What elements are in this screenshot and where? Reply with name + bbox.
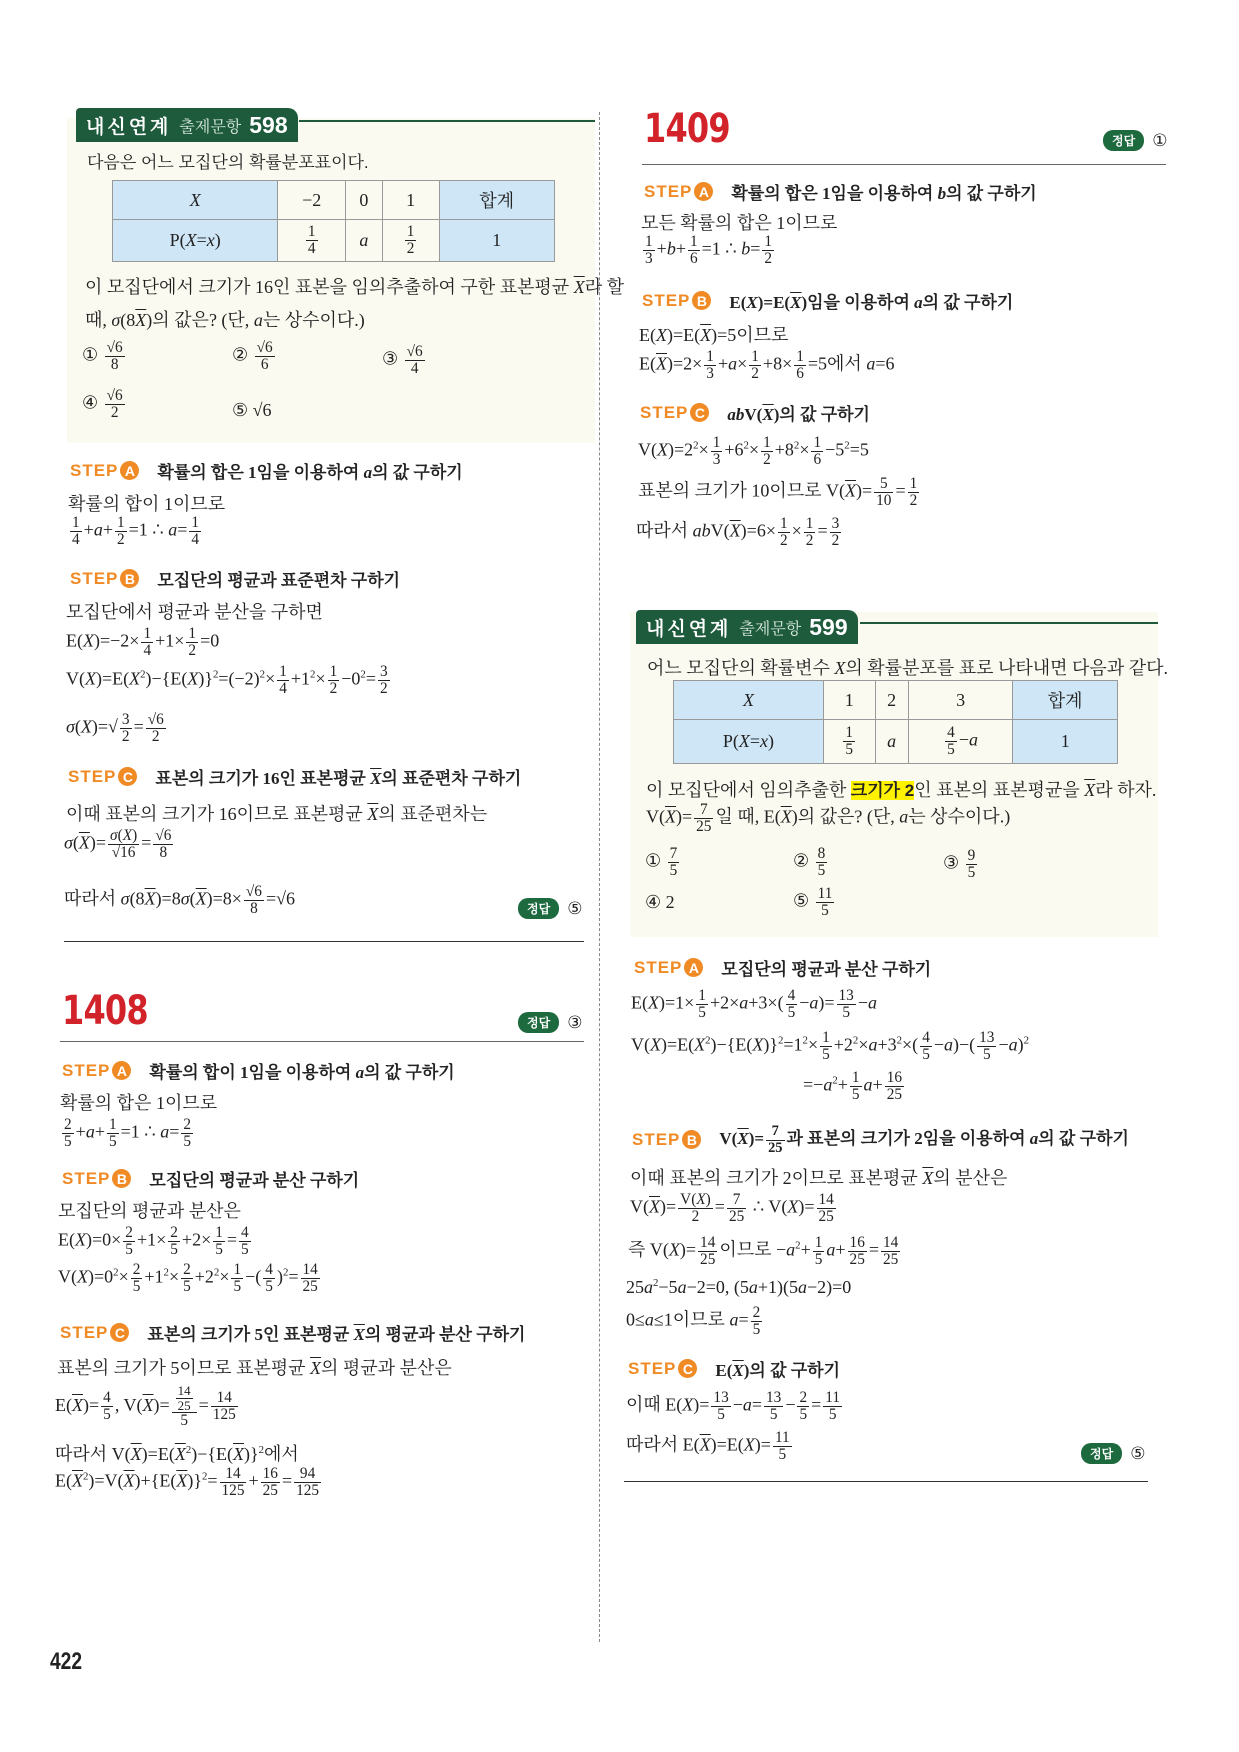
fraction: $\frac{11}{5}$ <box>817 885 833 920</box>
step-label: STEP <box>642 290 691 310</box>
choice-1[interactable]: ① $\frac{7}{5}$ <box>645 845 678 880</box>
step-letter-badge: B <box>112 1169 131 1188</box>
step-a-heading <box>634 955 931 980</box>
table-cell <box>823 720 875 764</box>
fraction: $\frac{4}{5}$ <box>787 987 796 1022</box>
fraction: $\frac{4}{5}$ <box>265 1261 273 1296</box>
solution-line: $\frac{1}{3}$ +b+ $\frac{1}{6}$ =1 ∴ b= $\frac{1}{2}$ <box>645 233 773 268</box>
solution-line: 표본의 크기가 5이므로 표본평균 $\overline{X}$의 평균과 분산은 <box>57 1358 452 1378</box>
solution-line: $25a^2-5a-2=0$, (5a+1)(5a−2)=0 <box>626 1277 852 1297</box>
step-label: STEP <box>68 766 117 786</box>
solution-line: $E(X)=E(\overline{X})=5$이므로 <box>639 325 789 345</box>
solution-line: E(X)=1× $\frac{1}{5}$ +2×a+3×( $\frac{4}{5}$ −a)= $\frac{13}{5}$ −a <box>631 987 877 1022</box>
fraction: $\frac{1}{5}$ <box>822 1029 830 1064</box>
choice-5[interactable]: ⑤ $\frac{11}{5}$ <box>793 885 833 920</box>
solution-line: $V(X)=2^2\times$ $\frac{1}{3}$ $+6^2\times$ $\frac{1}{2}$ $+8^2\times$ $\frac{1}{6}$ $-5^2=5$ <box>638 434 869 469</box>
fraction: $\frac{1}{5}$ <box>851 1069 860 1104</box>
solution-line: 따라서 $\sigma(8\overline{X})=8\sigma(\overline{X})=8\times$ $\frac{√6}{8}$ =√6 <box>64 883 295 918</box>
step-letter-badge: C <box>110 1323 129 1342</box>
fraction: $\frac{4}{5}$ <box>922 1029 930 1064</box>
step-letter-badge: A <box>684 958 703 977</box>
fraction: $\frac{7}{5}$ <box>669 845 678 880</box>
question-text: 이 모집단에서 임의추출한 <box>646 780 851 800</box>
fraction: $\frac{1}{3}$ <box>712 434 721 469</box>
solution-line: $\sigma(\overline{X})=$ $\frac{\sigma(X)}{√16}$ = $\frac{√6}{8}$ <box>64 827 172 862</box>
fraction: $\frac{V(X)}{2}$ <box>680 1191 711 1226</box>
fraction: $\frac{11}{5}$ <box>774 1429 790 1464</box>
answer-badge: 정답 <box>1103 130 1144 151</box>
step-title: 확률의 합이 1임을 이용하여 a의 값 구하기 <box>149 1063 455 1082</box>
fraction: $\frac{1}{3}$ <box>645 233 653 268</box>
fraction: $\frac{1}{4}$ <box>279 663 287 698</box>
problem-number: 599 <box>809 613 848 640</box>
table-cell: a <box>346 220 383 262</box>
step-title: 확률의 합은 1임을 이용하여 b의 값 구하기 <box>731 184 1037 203</box>
fraction: $\frac{√6}{8}$ <box>245 883 262 918</box>
fraction: $\frac{1}{5}$ <box>698 987 706 1022</box>
fraction: $\frac{1}{4}$ <box>143 625 152 660</box>
fraction: $\frac{1}{2}$ <box>188 625 197 660</box>
fraction: $\frac{1}{6}$ <box>813 434 822 469</box>
step-c-heading <box>628 1356 840 1381</box>
solution-line: 따라서 $E(\overline{X})=E(X)=$ $\frac{11}{5}$ <box>626 1429 790 1464</box>
table-cell: 1 <box>382 181 439 220</box>
table-header-row <box>674 681 1118 720</box>
problem-intro: 다음은 어느 모집단의 확률분포표이다. <box>87 153 369 172</box>
fraction: $\frac{3}{2}$ <box>121 711 130 746</box>
solution-line: $E(\overline{X})=2\times$ $\frac{1}{3}$ +a× $\frac{1}{2}$ +8× $\frac{1}{6}$ =5에서 a=6 <box>639 348 895 383</box>
fraction: $\frac{13}{5}$ <box>838 987 854 1022</box>
step-letter-badge: A <box>120 461 139 480</box>
fraction: $\frac{7}{25}$ <box>728 1191 745 1226</box>
fraction: $\frac{1}{2}$ <box>751 348 759 383</box>
fraction: $\frac{1}{2}$ <box>406 222 415 257</box>
solution-line: 이때 표본의 크기가 2이므로 표본평균 $\overline{X}$의 분산은 <box>630 1168 1008 1188</box>
fraction: $\frac{1}{2}$ <box>909 475 918 510</box>
choice-3[interactable]: ③ $\frac{√6}{4}$ <box>382 343 423 378</box>
fraction: $\frac{1}{6}$ <box>689 233 698 268</box>
solution-line: $\frac{1}{4}$ +a+ $\frac{1}{2}$ =1 ∴ a= $\frac{1}{4}$ <box>72 514 200 549</box>
answer-1408 <box>518 1012 582 1033</box>
fraction: $\frac{√6}{2}$ <box>106 387 123 422</box>
table-cell: 합계 <box>1013 681 1118 720</box>
fraction: $\frac{3}{2}$ <box>379 663 388 698</box>
section-rule <box>64 941 584 942</box>
fraction: $\frac{1}{5}$ <box>108 1116 117 1151</box>
fraction: $\frac{16}{25}$ <box>849 1234 865 1269</box>
solution-line: $V(X)=E(X^2)-\{E(X)\}^2=1^2\times$ $\frac{1}{5}$ $+2^2\times a+3^2\times$( $\frac{4}{5}$ −a)−( $\frac{13}{5}$ −a)$^2$ <box>631 1029 1029 1064</box>
probability-table <box>673 680 1118 764</box>
page-number: 422 <box>50 1648 83 1675</box>
solution-line: E(X)=−2× $\frac{1}{4}$ +1× $\frac{1}{2}$ =0 <box>66 625 220 660</box>
fraction: $\frac{14}{25}$ <box>302 1261 318 1296</box>
solution-line: $V(X)=0^2\times$ $\frac{2}{5}$ $+1^2\times$ $\frac{2}{5}$ $+2^2\times$ $\frac{1}{5}$ −( $\frac{4}{5}$ )$^2$= $\frac{14}{25}$ <box>58 1261 318 1296</box>
highlighted-text: 크기가 2 <box>850 781 915 800</box>
fraction: $\frac{2}{5}$ <box>170 1224 178 1259</box>
fraction: $\frac{1}{3}$ <box>706 348 714 383</box>
step-c-heading <box>60 1320 525 1345</box>
choice-2[interactable]: ② $\frac{√6}{6}$ <box>232 339 273 374</box>
answer-badge: 정답 <box>518 898 559 919</box>
fraction: $\frac{7}{25}$ <box>696 801 712 836</box>
fraction: $\frac{1}{2}$ <box>805 515 814 550</box>
solution-line: $E(\overline{X}^2)=V(\overline{X})+\{E(\overline{X})\}^2=$ $\frac{14}{125}$ + $\frac{16}{25}$ = $\frac{94}{125}$ <box>55 1465 320 1500</box>
fraction: $\frac{3}{2}$ <box>831 515 840 550</box>
table-cell: 2 <box>875 681 908 720</box>
problem-intro: 어느 모집단의 확률변수 X의 확률분포를 표로 나타내면 다음과 같다. <box>647 658 1168 678</box>
fraction: $\frac{14}{25}$ <box>700 1234 716 1269</box>
fraction: $\frac{16}{25}$ <box>886 1069 902 1104</box>
fraction: $\frac{1}{4}$ <box>72 514 80 549</box>
solution-line: 이때 E(X)= $\frac{13}{5}$ −a= $\frac{13}{5}$ − $\frac{2}{5}$ = $\frac{11}{5}$ <box>626 1389 841 1424</box>
choice-1[interactable]: ① $\frac{√6}{8}$ <box>82 339 123 374</box>
step-b-heading <box>70 566 400 591</box>
fraction: $\frac{1}{6}$ <box>796 348 804 383</box>
fraction: $\frac{14}{125}$ <box>212 1389 236 1424</box>
step-title: $abV(\overline{X})$의 값 구하기 <box>727 405 870 424</box>
fraction: $\frac{√6}{8}$ <box>155 827 172 862</box>
step-a-heading <box>70 458 463 483</box>
solution-line: $E(\overline{X})=$ $\frac{4}{5}$ , $V(\overline{X})=$ $\frac{\frac{14}{25}}{5}$ = $\frac{14}{125}$ <box>55 1383 236 1430</box>
step-letter-badge: C <box>678 1359 697 1378</box>
step-b-heading <box>632 1124 1129 1156</box>
solution-line: 표본의 크기가 10이므로 $V(\overline{X})=$ $\frac{5}{10}$ = $\frac{1}{2}$ <box>638 475 918 510</box>
solution-line: 0≤a≤1이므로 a= $\frac{2}{5}$ <box>626 1304 761 1339</box>
step-b-heading <box>62 1166 359 1191</box>
problem-598-header <box>76 108 298 142</box>
problem-number-1408: 1408 <box>62 988 148 1034</box>
table-row <box>674 720 1118 764</box>
table-header-row <box>113 181 555 220</box>
table-cell: 1 <box>439 220 554 262</box>
question-line: $V(\overline{X})=$ $\frac{7}{25}$ 일 때, $E(\overline{X})$의 값은? (단, a는 상수이다.) <box>646 801 1011 836</box>
step-label: STEP <box>70 568 119 588</box>
tag-label: 내신연계 <box>646 618 732 640</box>
step-label: STEP <box>640 402 689 422</box>
fraction: $\frac{4}{5}$ <box>241 1224 249 1259</box>
fraction: $\frac{2}{5}$ <box>183 1116 192 1151</box>
column-divider <box>599 112 600 1642</box>
fraction: $\frac{2}{5}$ <box>752 1304 761 1339</box>
solution-line: σ(X)=√ $\frac{3}{2}$ = $\frac{√6}{2}$ <box>66 711 164 746</box>
step-a-heading <box>644 179 1037 204</box>
fraction: $\frac{14}{125}$ <box>221 1465 245 1500</box>
step-title: $E(X)=E(\overline{X})$임을 이용하여 a의 값 구하기 <box>729 293 1014 312</box>
section-rule <box>624 1481 1148 1482</box>
step-label: STEP <box>632 1129 681 1149</box>
answer-badge: 정답 <box>1081 1443 1122 1464</box>
fraction: $\frac{14}{25}$ <box>177 1383 191 1413</box>
tag-sub-label: 출제문항 <box>179 118 242 136</box>
step-label: STEP <box>628 1358 677 1378</box>
fraction: $\frac{√6}{8}$ <box>106 339 123 374</box>
fraction: $\frac{1}{2}$ <box>116 514 125 549</box>
problem-599-header <box>636 610 858 644</box>
table-cell: $\frac{4}{5}$ −a <box>908 720 1013 764</box>
choice-5[interactable]: ⑤ √6 <box>232 400 272 420</box>
step-label: STEP <box>634 957 683 977</box>
table-cell: −2 <box>278 181 346 220</box>
fraction: $\frac{94}{125}$ <box>296 1465 320 1500</box>
solution-line: 확률의 합이 1이므로 <box>68 494 226 514</box>
choice-3[interactable]: ③ $\frac{9}{5}$ <box>943 847 976 882</box>
step-title: 확률의 합은 1임을 이용하여 a의 값 구하기 <box>157 463 463 482</box>
fraction: $\frac{2}{5}$ <box>125 1224 133 1259</box>
fraction: $\frac{14}{25}$ <box>818 1191 834 1226</box>
step-title: 표본의 크기가 5인 표본평균 $\overline{X}$의 평균과 분산 구하기 <box>147 1325 526 1344</box>
step-c-heading <box>640 400 870 425</box>
answer-value: ① <box>1152 130 1168 150</box>
fraction: $\frac{√6}{4}$ <box>406 343 423 378</box>
section-rule <box>642 164 1166 165</box>
table-cell: 3 <box>908 681 1013 720</box>
fraction: $\frac{11}{5}$ <box>825 1389 841 1424</box>
fraction: $\frac{13}{5}$ <box>713 1389 729 1424</box>
solution-line: $=-a^2+$ $\frac{1}{5}$ a+ $\frac{16}{25}$ <box>803 1069 902 1104</box>
solution-line: 이때 표본의 크기가 16이므로 표본평균 $\overline{X}$의 표준편차는 <box>66 804 488 824</box>
table-cell: 0 <box>346 181 383 220</box>
step-title: $V(\overline{X})=$ $\frac{7}{25}$ 과 표본의 크기가 2임을 이용하여 a의 값 구하기 <box>719 1123 1129 1156</box>
fraction: $\frac{√6}{2}$ <box>147 711 164 746</box>
step-b-heading <box>642 288 1013 313</box>
fraction: $\frac{1}{2}$ <box>329 663 338 698</box>
question-line <box>646 776 1156 802</box>
answer-value: ③ <box>567 1012 583 1032</box>
table-cell <box>382 220 439 262</box>
step-label: STEP <box>62 1168 111 1188</box>
fraction: $\frac{5}{10}$ <box>876 475 892 510</box>
header-rule <box>860 622 1158 624</box>
fraction: $\frac{8}{5}$ <box>817 845 826 880</box>
question-line: 때, $\sigma(8\overline{X})$의 값은? (단, a는 상수이다.) <box>85 310 365 330</box>
fraction: $\frac{1}{5}$ <box>215 1224 223 1259</box>
choice-4[interactable]: ④ $\frac{√6}{2}$ <box>82 387 123 422</box>
solution-line: 따라서 $V(\overline{X})=E(\overline{X}^2)-\{E(\overline{X})\}^2$에서 <box>55 1444 299 1464</box>
solution-line: 따라서 $abV(\overline{X})=6\times$ $\frac{1}{2}$ × $\frac{1}{2}$ = $\frac{3}{2}$ <box>636 515 840 550</box>
table-cell: 합계 <box>439 181 554 220</box>
solution-line: $V(X)=E(X^2)-\{E(X)\}^2=(-2)^2\times$ $\frac{1}{4}$ $+1^2\times$ $\frac{1}{2}$ $-0^2=$ $\frac{3}{2}$ <box>66 663 388 698</box>
step-label: STEP <box>70 460 119 480</box>
step-label: STEP <box>60 1322 109 1342</box>
step-letter-badge: B <box>682 1130 701 1149</box>
fraction: $\frac{7}{25}$ <box>768 1123 783 1156</box>
question-line: 이 모집단에서 크기가 16인 표본을 임의추출하여 구한 표본평균 $\overline{X}$라 할 <box>85 277 624 297</box>
choice-2[interactable]: ② $\frac{8}{5}$ <box>793 845 826 880</box>
answer-value: ⑤ <box>1130 1443 1146 1463</box>
step-label: STEP <box>644 181 693 201</box>
fraction: $\frac{2}{5}$ <box>799 1389 808 1424</box>
fraction: $\frac{13}{5}$ <box>979 1029 995 1064</box>
section-rule <box>60 1041 584 1042</box>
fraction: $\frac{4}{5}$ <box>103 1389 111 1424</box>
answer-value: ⑤ <box>567 898 583 918</box>
answer-598 <box>518 898 582 919</box>
table-row <box>113 220 555 262</box>
step-title: 모집단의 평균과 분산 구하기 <box>149 1171 360 1190</box>
step-c-heading <box>68 764 521 789</box>
step-title: $E(\overline{X})$의 값 구하기 <box>715 1361 841 1380</box>
problem-number-1409: 1409 <box>644 106 730 152</box>
step-a-heading <box>62 1058 455 1083</box>
answer-badge: 정답 <box>518 1012 559 1033</box>
question-text: 인 표본의 표본평균을 $\overline{X}$라 하자. <box>914 780 1157 800</box>
fraction: $\frac{9}{5}$ <box>967 847 976 882</box>
fraction: $\frac{14}{25}$ <box>883 1234 899 1269</box>
fraction: $\frac{√6}{6}$ <box>256 339 273 374</box>
step-label: STEP <box>62 1060 111 1080</box>
answer-599 <box>1081 1443 1145 1464</box>
fraction: $\frac{\frac{14}{25}}{5}$ <box>172 1384 197 1429</box>
table-cell: a <box>875 720 908 764</box>
fraction: $\frac{13}{5}$ <box>766 1389 782 1424</box>
table-cell: 1 <box>1013 720 1118 764</box>
header-rule <box>299 120 595 122</box>
fraction: $\frac{2}{5}$ <box>64 1116 72 1151</box>
table-cell: X <box>113 181 278 220</box>
solution-line: 모든 확률의 합은 1이므로 <box>641 213 838 233</box>
tag-sub-label: 출제문항 <box>739 620 802 638</box>
fraction: $\frac{2}{5}$ <box>132 1261 141 1296</box>
step-title: 모집단의 평균과 표준편차 구하기 <box>157 571 401 590</box>
problem-number: 598 <box>249 111 288 138</box>
solution-line: 확률의 합은 1이므로 <box>60 1093 218 1113</box>
fraction: $\frac{1}{2}$ <box>779 515 788 550</box>
fraction: $\frac{1}{5}$ <box>845 723 854 758</box>
fraction: $\frac{\sigma(X)}{√16}$ <box>110 827 138 862</box>
fraction: $\frac{1}{2}$ <box>764 233 773 268</box>
fraction: $\frac{1}{5}$ <box>814 1234 823 1269</box>
table-cell: X <box>674 681 824 720</box>
fraction: $\frac{1}{4}$ <box>307 222 316 257</box>
fraction: $\frac{1}{5}$ <box>233 1261 242 1296</box>
step-letter-badge: B <box>692 291 711 310</box>
tag-label: 내신연계 <box>86 116 172 138</box>
step-letter-badge: B <box>120 569 139 588</box>
solution-line: 즉 V(X)= $\frac{14}{25}$ 이므로 $-a^2+$ $\frac{1}{5}$ a+ $\frac{16}{25}$ = $\frac{14}{25}$ <box>628 1234 899 1269</box>
fraction: $\frac{4}{5}$ <box>947 723 955 758</box>
table-cell: 1 <box>823 681 875 720</box>
answer-1409 <box>1103 130 1167 151</box>
step-letter-badge: A <box>694 182 713 201</box>
solution-line: E(X)=0× $\frac{2}{5}$ +1× $\frac{2}{5}$ +2× $\frac{1}{5}$ = $\frac{4}{5}$ <box>58 1224 249 1259</box>
table-cell: P(X=x) <box>674 720 824 764</box>
step-letter-badge: C <box>118 767 137 786</box>
step-title: 모집단의 평균과 분산 구하기 <box>721 960 932 979</box>
fraction: $\frac{1}{2}$ <box>763 434 771 469</box>
probability-table <box>112 180 555 262</box>
fraction: $\frac{16}{25}$ <box>262 1465 278 1500</box>
table-cell <box>278 220 346 262</box>
step-title: 표본의 크기가 16인 표본평균 $\overline{X}$의 표준편차 구하기 <box>155 769 522 788</box>
solution-line: 모집단의 평균과 분산은 <box>58 1201 241 1221</box>
step-letter-badge: A <box>112 1061 131 1080</box>
table-cell: P(X=x) <box>113 220 278 262</box>
solution-line: $\frac{2}{5}$ +a+ $\frac{1}{5}$ =1 ∴ a= $\frac{2}{5}$ <box>64 1116 192 1151</box>
fraction: $\frac{1}{4}$ <box>191 514 200 549</box>
fraction: $\frac{2}{5}$ <box>183 1261 191 1296</box>
step-letter-badge: C <box>690 403 709 422</box>
choice-4[interactable]: ④ 2 <box>645 892 675 912</box>
solution-line: $V(\overline{X})=$ $\frac{V(X)}{2}$ = $\frac{7}{25}$ ∴ V(X)= $\frac{14}{25}$ <box>630 1191 834 1226</box>
solution-line: 모집단에서 평균과 분산을 구하면 <box>66 602 323 622</box>
